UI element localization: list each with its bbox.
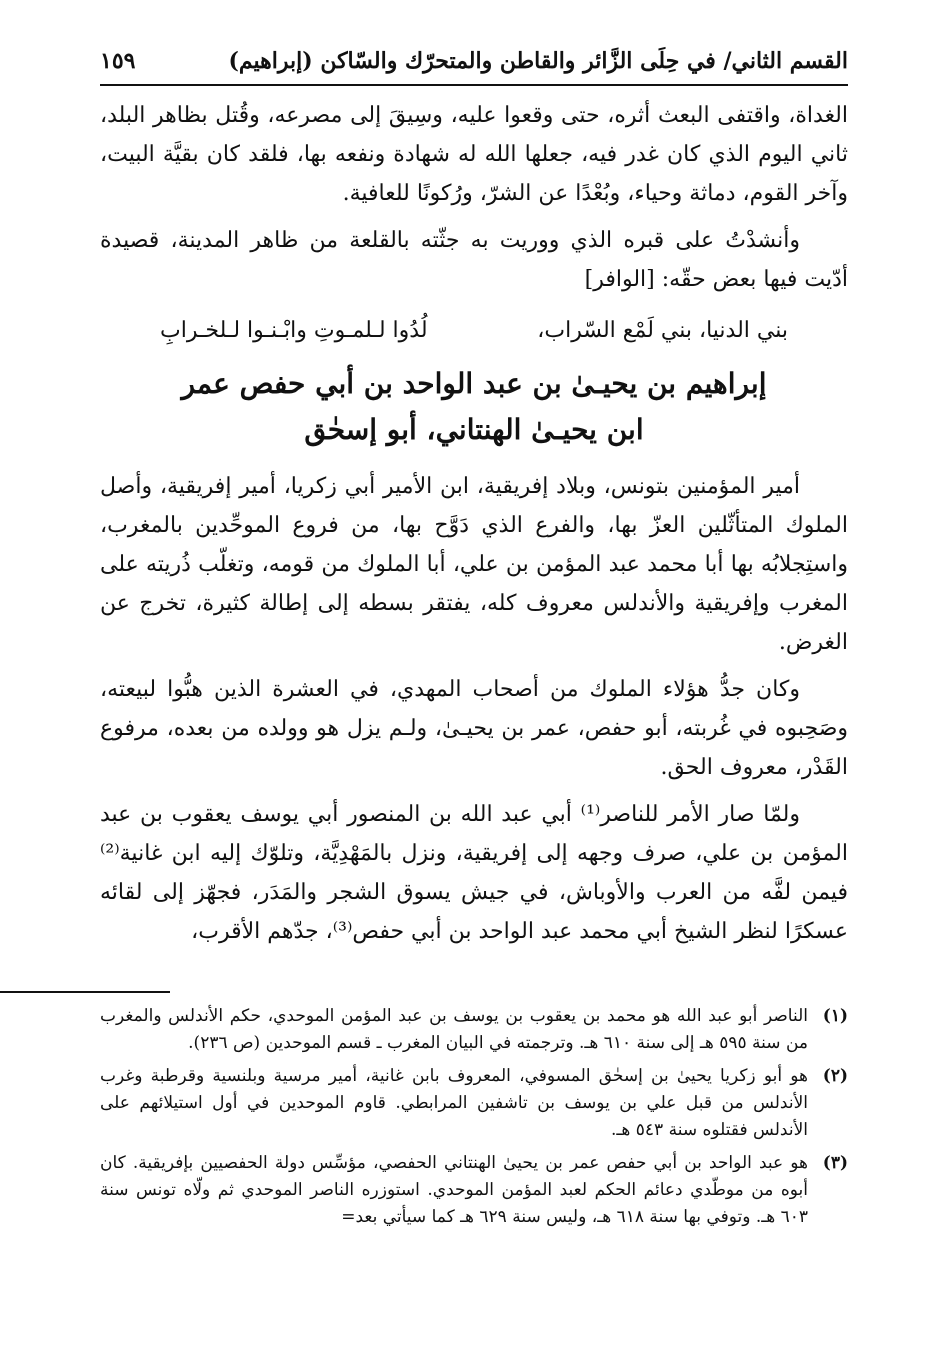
footnote-number: (٢): [822, 1066, 848, 1086]
heading-line: إبراهيم بن يحيـىٰ بن عبد الواحد بن أبي حفص عمر: [181, 367, 767, 400]
footnote-text: هو أبو زكريا يحيىٰ بن إسحٰق المسوفي، المعروف بابن غانية، أمير مرسية وبلنسية وقرطبة وغرب الأندلس من قبل علي بن يوسف بن تاشفين المرابطي. قاوم الموحدين في أول استيلائهم على الأندلس فقتلوه سنة ٥٤٣ هـ.: [100, 1066, 808, 1140]
footnote: [100, 1150, 848, 1231]
header-title: القسم الثاني/ في حِلَى الزَّائر والقاطن والمتحرّك والسّاكن (إبراهيم): [228, 48, 848, 74]
paragraph: أمير المؤمنين بتونس، وبلاد إفريقية، ابن الأمير أبي زكريا، أمير إفريقية، وأصل الملوك المتأثّلين العزّ بها، والفرع الذي دَوَّح بها، من فروع الموحِّدين بالمغرب، واستِجلابُه بها أبا محمد عبد المؤمن بن علي، أبا الملوك من قومه، وتغلّب ذُريته على المغرب وإفريقية والأندلس معروف كله، يفتقر بسطه إلى إطالة كثيرة، تخرج عن الغرض.: [100, 474, 848, 655]
verse-second-hemistich: لُدُوا لـلمـوتِ وابْـنـوا لـلخـرابِ: [160, 318, 428, 343]
biography-text: [100, 467, 848, 951]
heading-line: ابن يحيـىٰ الهنتاني، أبو إسحٰق: [304, 413, 644, 446]
paragraph: ولمّا صار الأمر للناصر⁽¹⁾ أبي عبد الله بن المنصور أبي يوسف يعقوب بن عبد المؤمن بن علي، صرف وجهه إلى إفريقية، ونزل بالمَهْدِيَّة، وتلوّك إليه ابن غانية⁽²⁾ فيمن لفَّه من العرب والأوباش، في جيش يسوق الشجر والمَدَر، فجهّز إلى لقائه عسكرًا لنظر الشيخ أبي محمد عبد الواحد بن أبي حفص⁽³⁾، جدّهم الأقرب،: [100, 802, 848, 944]
book-page: [100, 48, 848, 1237]
main-text: [100, 96, 848, 299]
paragraph: وكان جدُّ هؤلاء الملوك من أصحاب المهدي، في العشرة الذين هبُّوا لبيعته، وصَحِبوه في غُربته، أبو حفص، عمر بن يحيـىٰ، ولـم يزل هو وولده من بعده، مرفوع القَدْر، معروف الحق.: [100, 677, 848, 780]
footnotes: [100, 1003, 848, 1231]
footnote-number: (٣): [822, 1153, 848, 1173]
footnote-number: (١): [822, 1006, 848, 1026]
footnote-text: هو عبد الواحد بن أبي حفص عمر بن يحيىٰ الهنتاني الحفصي، مؤسِّس دولة الحفصيين بإفريقية. كان أبوه من موطّدي دعائم الحكم لعبد المؤمن الموحدي. استوزره الناصر الموحدي ثم ولّاه تونس سنة ٦٠٣ هـ. وتوفي بها سنة ٦١٨ هـ، وليس سنة ٦٢٩ هـ كما سيأتي بعد=: [100, 1153, 808, 1227]
footnote: [100, 1003, 848, 1057]
running-header: [100, 48, 848, 86]
biography-heading: [100, 361, 848, 453]
footnote-text: الناصر أبو عبد الله هو محمد بن يعقوب بن يوسف بن عبد المؤمن الموحدي، حكم الأندلس والمغرب من سنة ٥٩٥ هـ إلى سنة ٦١٠ هـ. وترجمته في البيان المغرب ـ قسم الموحدين (ص ٢٣٦).: [100, 1006, 808, 1053]
footnote-divider: [0, 991, 170, 993]
paragraph: وأنشدْتُ على قبره الذي ووريت به جثّته بالقلعة من ظاهر المدينة، قصيدة أدّيت فيها بعض حقّه: [الوافر]: [100, 228, 848, 292]
poem-verse: [100, 311, 848, 351]
verse-first-hemistich: بني الدنيا، بني لَمْع السّراب،: [537, 318, 788, 343]
page-number: ١٥٩: [100, 48, 136, 74]
footnote: [100, 1063, 848, 1144]
paragraph: الغداة، واقتفى البعث أثره، حتى وقعوا عليه، وسِيقَ إلى مصرعه، وقُتل بظاهر البلد، ثاني اليوم الذي كان غدر فيه، جعلها الله له شهادة ونفعه بها، فلقد كان بقيَّة البيت، وآخر القوم، دماثة وحياء، وبُعْدًا عن الشرّ، ورُكونًا للعافية.: [100, 103, 848, 206]
